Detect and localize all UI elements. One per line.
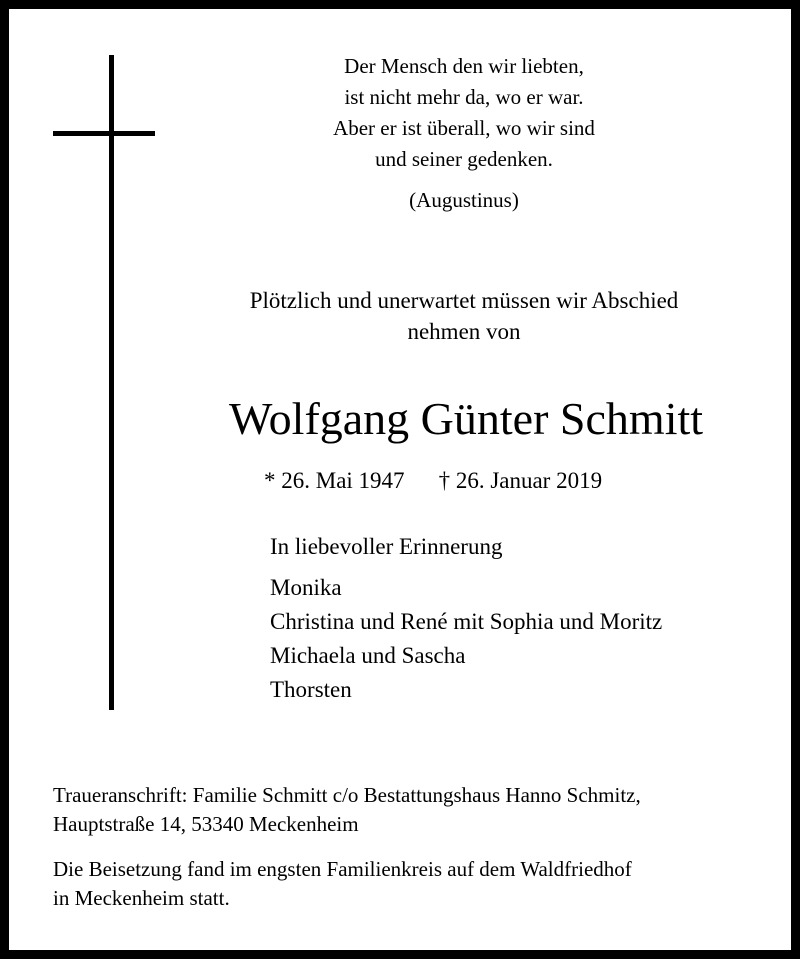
death-date: † 26. Januar 2019 [438, 468, 603, 493]
cross-horizontal-bar [53, 131, 155, 136]
cross-vertical-bar [109, 55, 114, 710]
burial-note [53, 855, 632, 913]
deceased-name: Wolfgang Günter Schmitt [228, 393, 704, 444]
mourner-name: Michaela und Sascha [270, 643, 466, 668]
poem-line: Der Mensch den wir liebten, [344, 54, 584, 78]
mourner-name: Monika [270, 575, 342, 600]
poem-author: (Augustinus) [409, 188, 519, 212]
poem-line: Aber er ist überall, wo wir sind [333, 116, 595, 140]
burial-line: Die Beisetzung fand im engsten Familienkreis auf dem Waldfriedhof [53, 857, 632, 881]
life-dates [264, 465, 602, 497]
intro-line: Plötzlich und unerwartet müssen wir Abschied [249, 288, 679, 313]
address-line: Hauptstraße 14, 53340 Meckenheim [53, 812, 359, 836]
birth-date: * 26. Mai 1947 [264, 468, 405, 493]
address-line: Traueranschrift: Familie Schmitt c/o Bestattungshaus Hanno Schmitz, [53, 783, 641, 807]
intro-line: nehmen von [407, 319, 521, 344]
poem-quote [274, 51, 654, 175]
poem-line: und seiner gedenken. [375, 147, 553, 171]
farewell-intro [174, 285, 754, 347]
memory-heading: In liebevoller Erinnerung [270, 534, 503, 559]
poem-line: ist nicht mehr da, wo er war. [344, 85, 584, 109]
mourner-name: Christina und René mit Sophia und Moritz [270, 609, 663, 634]
mourning-address [53, 781, 641, 839]
mourners-list [270, 571, 662, 707]
burial-line: in Meckenheim statt. [53, 886, 230, 910]
mourner-name: Thorsten [270, 677, 352, 702]
